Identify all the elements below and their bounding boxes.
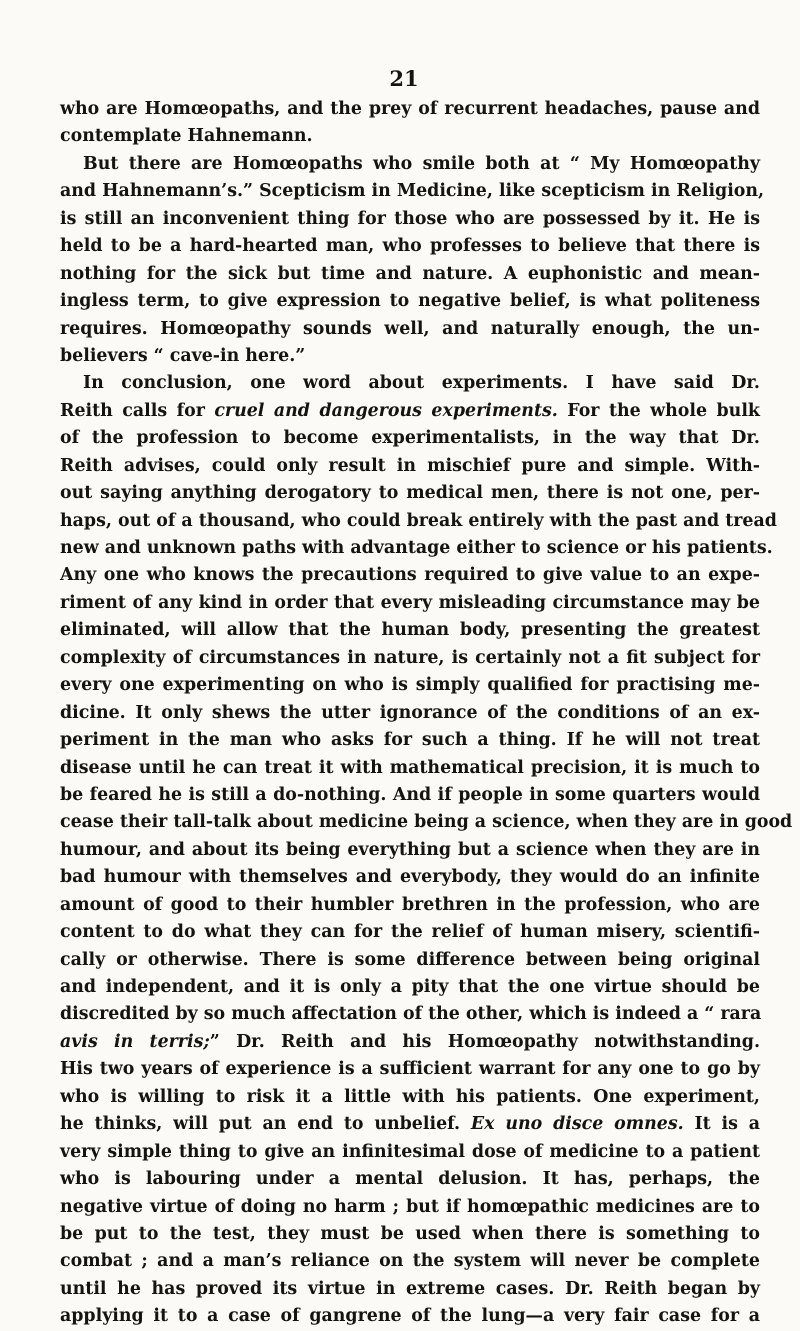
text-line: His two years of experience is a sufficient warrant for any one to go by (60, 1059, 760, 1080)
text-line: combat ; and a man’s reliance on the system will never be complete (60, 1251, 760, 1272)
text-segment: he thinks, will put an end to unbelief. (60, 1114, 471, 1135)
text-line: very simple thing to give an infinitesimal dose of medicine to a patient (60, 1141, 760, 1162)
text-line: periment in the man who asks for such a thing. If he will not treat (60, 730, 760, 751)
italic-text: avis in terris; (60, 1031, 210, 1052)
text-line: Reith advises, could only result in mischief pure and simple. With- (60, 455, 760, 476)
text-line: be feared he is still a do-nothing. And if people in some quarters would (60, 784, 760, 805)
text-line: In conclusion, one word about experiments. I have said Dr. (83, 373, 760, 394)
text-line (60, 398, 760, 425)
text-line: amount of good to their humbler brethren in the profession, who are (60, 894, 760, 915)
text-line: held to be a hard-hearted man, who professes to believe that there is (60, 236, 760, 257)
text-segment: Reith calls for (60, 400, 215, 421)
text-line: be put to the test, they must be used when there is something to (60, 1223, 760, 1244)
text-line: discredited by so much affectation of the other, which is indeed a “ rara (60, 1004, 762, 1025)
text-line: until he has proved its virtue in extreme cases. Dr. Reith began by (60, 1278, 760, 1299)
text-line: negative virtue of doing no harm ; but if homœpathic medicines are to (60, 1196, 760, 1217)
text-line (60, 1111, 760, 1138)
text-segment: It is a (683, 1114, 760, 1135)
text-line: ingless term, to give expression to negative belief, is what politeness (60, 291, 760, 312)
text-segment: ” Dr. Reith and his Homœopathy notwithstanding. (209, 1031, 761, 1052)
text-line: bad humour with themselves and everybody, they would do an infinite (60, 867, 760, 888)
text-line: riment of any kind in order that every misleading circumstance may be (60, 592, 760, 613)
text-line: eliminated, will allow that the human body, presenting the greatest (60, 620, 760, 641)
text-segment: For the whole bulk (557, 400, 760, 421)
body-text (60, 96, 793, 1331)
text-line: every one experimenting on who is simply qualified for practising me- (60, 675, 760, 696)
text-line: requires. Homœopathy sounds well, and naturally enough, the un- (60, 318, 760, 339)
text-line: cally or otherwise. There is some difference between being original (60, 949, 760, 970)
text-line: is still an inconvenient thing for those who are possessed by it. He is (60, 208, 760, 229)
text-line (60, 1029, 760, 1056)
text-line: disease until he can treat it with mathematical precision, it is much to (60, 757, 760, 778)
text-line: contemplate Hahnemann. (60, 126, 313, 147)
italic-text: cruel and dangerous experiments. (214, 400, 558, 421)
text-line: new and unknown paths with advantage either to science or his patients. (60, 538, 773, 558)
text-line: believers “ cave-in here.” (60, 345, 306, 366)
text-line: of the profession to become experimentalists, in the way that Dr. (60, 428, 760, 449)
text-line: and independent, and it is only a pity that the one virtue should be (60, 977, 760, 997)
page-number: 21 (389, 66, 419, 91)
text-line: cease their tall-talk about medicine being a science, when they are in good (60, 812, 793, 833)
text-line: out saying anything derogatory to medical men, there is not one, per- (60, 483, 760, 504)
text-line: complexity of circumstances in nature, is certainly not a fit subject for (60, 647, 760, 668)
italic-text: Ex uno disce omnes. (470, 1114, 684, 1135)
text-line: who are Homœopaths, and the prey of recurrent headaches, pause and (60, 99, 760, 119)
text-line: humour, and about its being everything but a science when they are in (60, 839, 760, 860)
text-line: and Hahnemann’s.” Scepticism in Medicine, like scepticism in Religion, (60, 181, 765, 202)
text-line: haps, out of a thousand, who could break entirely with the past and tread (60, 510, 777, 531)
text-line: who is willing to risk it a little with his patients. One experiment, (60, 1086, 760, 1107)
text-line: nothing for the sick but time and nature. A euphonistic and mean- (60, 263, 760, 284)
text-line: who is labouring under a mental delusion. It has, perhaps, the (60, 1169, 760, 1190)
text-line: Any one who knows the precautions required to give value to an expe- (60, 565, 760, 586)
text-line: applying it to a case of gangrene of the lung—a very fair case for a (60, 1306, 760, 1327)
text-line: content to do what they can for the relief of human misery, scientifi- (60, 922, 760, 943)
text-line: But there are Homœopaths who smile both at “ My Homœopathy (83, 153, 760, 174)
text-line: dicine. It only shews the utter ignorance of the conditions of an ex- (60, 702, 760, 723)
